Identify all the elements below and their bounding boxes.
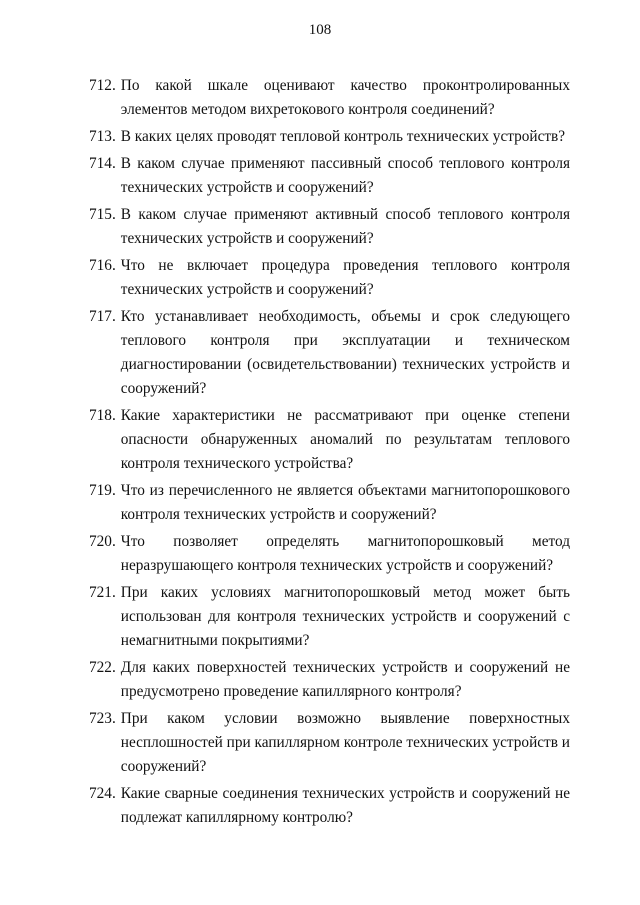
question-item <box>89 254 570 302</box>
question-item <box>89 152 570 200</box>
question-text: В каком случае применяют активный способ теплового контроля технических устройств и сооружений? <box>120 206 570 247</box>
question-number: 721. <box>89 584 116 601</box>
question-item <box>89 707 570 779</box>
question-number: 724. <box>89 785 116 802</box>
question-number: 713. <box>89 128 116 145</box>
question-number: 719. <box>89 482 116 499</box>
question-item <box>89 530 570 578</box>
page-number: 108 <box>308 22 332 38</box>
question-number: 712. <box>89 77 116 94</box>
question-text: Что позволяет определять магнитопорошковый метод неразрушающего контроля технических устройств и сооружений? <box>120 533 570 574</box>
question-number: 720. <box>89 533 116 550</box>
question-number: 718. <box>89 407 116 424</box>
question-list <box>89 74 570 833</box>
question-text: В каких целях проводят тепловой контроль технических устройств? <box>120 128 566 145</box>
question-item <box>89 656 570 704</box>
question-item <box>89 479 570 527</box>
question-text: По какой шкале оценивают качество проконтролированных элементов методом вихретокового контроля соединений? <box>120 77 570 118</box>
question-text: Для каких поверхностей технических устройств и сооружений не предусмотрено проведение капиллярного контроля? <box>120 659 570 700</box>
question-number: 716. <box>89 257 116 274</box>
question-text: Что не включает процедура проведения теплового контроля технических устройств и сооружений? <box>120 257 570 298</box>
question-number: 717. <box>89 308 116 325</box>
question-text: При каких условиях магнитопорошковый метод может быть использован для контроля технических устройств и сооружений с немагнитными покрытиями? <box>120 584 570 649</box>
question-text: В каком случае применяют пассивный способ теплового контроля технических устройств и сооружений? <box>120 155 570 196</box>
question-text: Кто устанавливает необходимость, объемы и срок следующего теплового контроля при эксплуатации и техническом диагностировании (освидетельствовании) технических устройств и сооружений? <box>120 308 570 397</box>
question-item <box>89 404 570 476</box>
question-text: Какие характеристики не рассматривают при оценке степени опасности обнаруженных аномалий по результатам теплового контроля технического устройства? <box>120 407 570 472</box>
question-item <box>89 203 570 251</box>
question-item <box>89 74 570 122</box>
question-text: Какие сварные соединения технических устройств и сооружений не подлежат капиллярному контролю? <box>120 785 570 826</box>
question-text: Что из перечисленного не является объектами магнитопорошкового контроля технических устройств и сооружений? <box>120 482 570 523</box>
question-number: 715. <box>89 206 116 223</box>
question-text: При каком условии возможно выявление поверхностных несплошностей при капиллярном контроле технических устройств и сооружений? <box>120 710 570 775</box>
question-number: 714. <box>89 155 116 172</box>
question-number: 723. <box>89 710 116 727</box>
question-item <box>89 782 570 830</box>
question-item <box>89 581 570 653</box>
question-item <box>89 125 570 149</box>
question-number: 722. <box>89 659 116 676</box>
question-item <box>89 305 570 401</box>
